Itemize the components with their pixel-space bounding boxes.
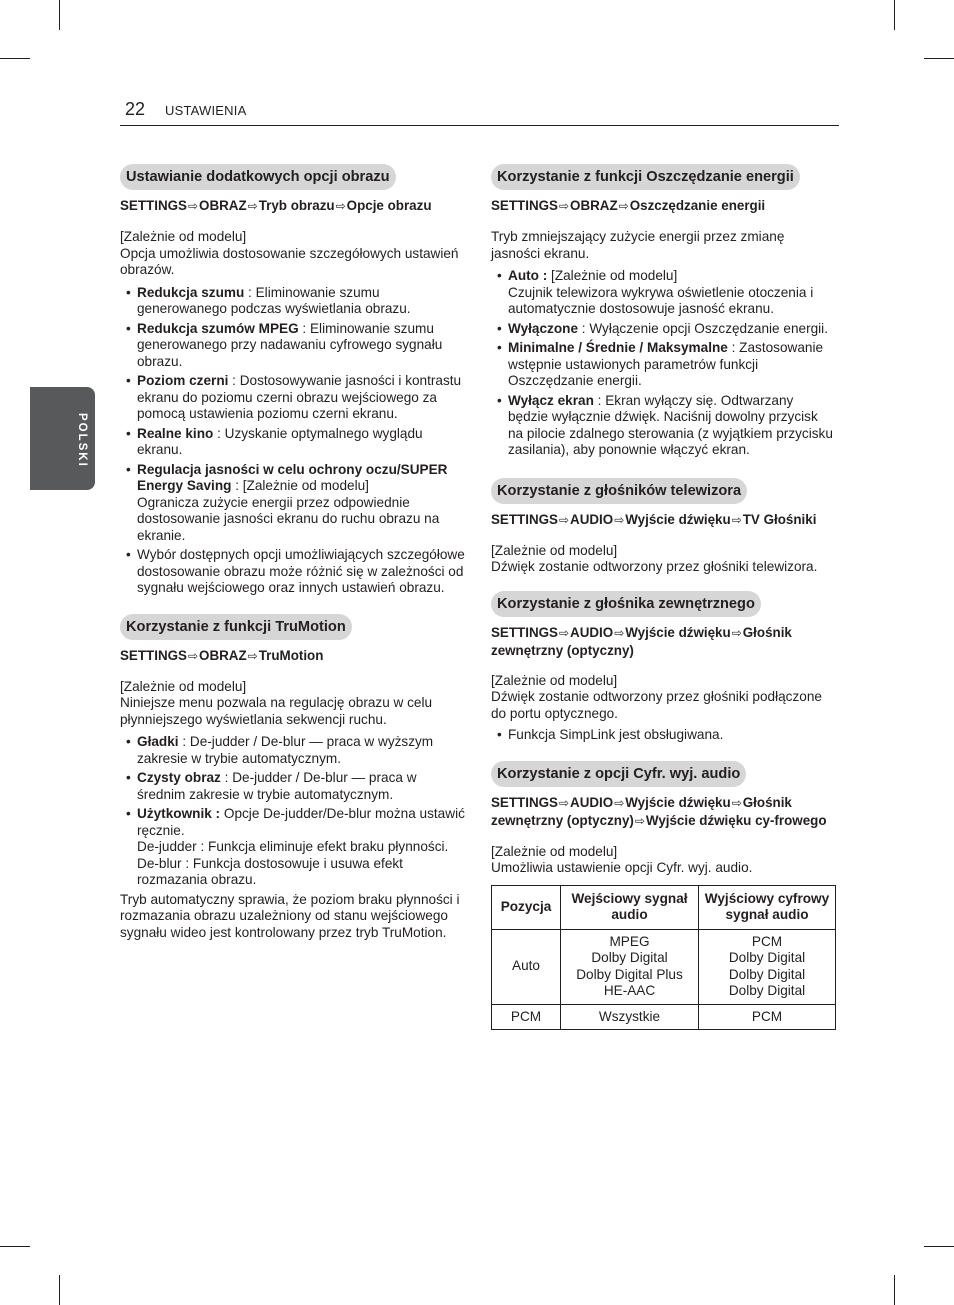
path-step: Głośnik zewnętrzny (optyczny): [491, 624, 792, 658]
intro-line: [Zależnie od modelu]: [491, 672, 618, 688]
arrow-icon: ⇨: [187, 648, 199, 663]
header-rule: [120, 125, 839, 126]
list-item: • Wyłącz ekran : Ekran wyłączy się. Odtwarzany będzie wyłącznie dźwięk. Naciśnij dowolny przycisk na pilocie zdalnego sterowania (z wyjątkiem przycisku zasilania), aby ponownie włączyć ekran.: [491, 393, 836, 459]
intro-line: [Zależnie od modelu]: [491, 542, 618, 558]
path-step: SETTINGS: [491, 198, 558, 213]
path-step: Wyjście dźwięku: [625, 511, 731, 527]
table-row: [492, 929, 836, 1004]
table-header: Pozycja: [492, 885, 561, 929]
path-step: TruMotion: [258, 647, 324, 663]
arrow-icon: ⇨: [614, 512, 625, 527]
path-step: OBRAZ: [199, 647, 247, 663]
option-list: [491, 727, 836, 744]
path-step: Wyjście dźwięku: [625, 624, 731, 640]
arrow-icon: ⇨: [558, 625, 570, 640]
path-step: Wyjście dźwięku cy-frowego: [645, 812, 827, 828]
path-step: SETTINGS: [120, 647, 187, 663]
intro-line: Niniejsze menu pozwala na regulację obrazu w celu płynniejszego wyświetlania sekwencji ruchu.: [120, 695, 433, 727]
path-step: Głośnik zewnętrzny (optyczny): [491, 794, 792, 828]
path-step: TV Głośniki: [742, 511, 817, 527]
menu-path: [491, 511, 836, 529]
arrow-icon: ⇨: [335, 199, 346, 213]
crop-mark: [924, 58, 954, 59]
menu-path: [120, 197, 465, 215]
section-title: Korzystanie z funkcji TruMotion: [120, 614, 352, 640]
table-cell: PCM Dolby Digital Dolby Digital Dolby Digital: [699, 929, 836, 1004]
intro-line: [Zależnie od modelu]: [491, 843, 618, 859]
list-item: • Regulacja jasności w celu ochrony oczu/SUPER Energy Saving : [Zależnie od modelu] Ogranicza zużycie energii przez odpowiednie dostosowanie jasności ekranu do ruchu obrazu na ekranie.: [120, 462, 465, 545]
intro-line: Opcja umożliwia dostosowanie szczegółowych ustawień obrazów.: [120, 245, 459, 277]
path-step: Opcje obrazu: [346, 198, 432, 213]
intro-line: Umożliwia ustawienie opcji Cyfr. wyj. audio.: [491, 860, 753, 875]
path-step: Tryb obrazu: [258, 198, 335, 213]
right-column: [491, 164, 836, 1030]
path-step: SETTINGS: [491, 794, 558, 810]
crop-mark: [59, 1275, 60, 1305]
list-item: • Realne kino : Uzyskanie optymalnego wyglądu ekranu.: [120, 426, 465, 459]
table-header: Wyjściowy cyfrowy sygnał audio: [699, 885, 836, 929]
arrow-icon: ⇨: [558, 795, 570, 810]
intro-line: [Zależnie od modelu]: [120, 678, 247, 694]
list-item: • Gładki : De-judder / De-blur — praca w wyższym zakresie w trybie automatycznym.: [120, 734, 465, 767]
list-item: • Wyłączone : Wyłączenie opcji Oszczędzanie energii.: [491, 321, 836, 338]
arrow-icon: ⇨: [614, 795, 625, 810]
crop-mark: [0, 1246, 30, 1247]
left-column: [120, 164, 465, 946]
arrow-icon: ⇨: [558, 199, 570, 213]
crop-mark: [0, 58, 30, 59]
table-cell: Auto: [492, 929, 561, 1004]
list-item: • Redukcja szumów MPEG : Eliminowanie szumu generowanego przy nadawaniu cyfrowego sygnału obrazu.: [120, 321, 465, 371]
list-item: • Minimalne / Średnie / Maksymalne : Zastosowanie wstępnie ustawionych parametrów funkcji Oszczędzanie energii.: [491, 340, 836, 390]
table-row: [492, 1004, 836, 1030]
list-item: • Użytkownik : Opcje De-judder/De-blur można ustawić ręcznie. De-judder : Funkcja eliminuje efekt braku płynności. De-blur : Funkcja dostosowuje i usuwa efekt rozmazania obrazu.: [120, 806, 465, 889]
arrow-icon: ⇨: [558, 512, 570, 527]
section-title: Korzystanie z funkcji Oszczędzanie energii: [491, 164, 800, 190]
menu-path: [491, 794, 836, 830]
intro-line: Dźwięk zostanie odtworzony przez głośniki podłączone do portu optycznego.: [491, 689, 822, 721]
section-title: Korzystanie z opcji Cyfr. wyj. audio: [491, 761, 746, 787]
list-item: • Redukcja szumu : Eliminowanie szumu generowanego podczas wyświetlania obrazu.: [120, 285, 465, 318]
crop-mark: [924, 1246, 954, 1247]
table-cell: Wszystkie: [561, 1004, 699, 1030]
intro-line: [Zależnie od modelu]: [120, 229, 247, 244]
menu-path: [491, 197, 836, 215]
table-header: Wejściowy sygnał audio: [561, 885, 699, 929]
option-list: [491, 268, 836, 459]
table-cell: PCM: [699, 1004, 836, 1030]
section-title: Korzystanie z głośnika zewnętrznego: [491, 591, 761, 617]
path-step: Wyjście dźwięku: [625, 794, 731, 810]
outro-paragraph: Tryb automatyczny sprawia, że poziom braku płynności i rozmazania obrazu uzależniony od stanu wejściowego sygnału wideo jest kontrolowany przez tryb TruMotion.: [120, 891, 460, 940]
arrow-icon: ⇨: [618, 199, 629, 213]
arrow-icon: ⇨: [247, 199, 258, 213]
table-cell: MPEG Dolby Digital Dolby Digital Plus HE-AAC: [561, 929, 699, 1004]
intro-line: Dźwięk zostanie odtworzony przez głośniki telewizora.: [491, 559, 818, 574]
running-header: USTAWIENIA: [165, 103, 247, 118]
option-list: [120, 734, 465, 889]
path-step: AUDIO: [570, 511, 614, 527]
arrow-icon: ⇨: [247, 648, 258, 663]
arrow-icon: ⇨: [634, 813, 645, 828]
audio-output-table: [491, 885, 836, 1031]
language-tab-label: POLSKI: [76, 413, 88, 468]
crop-mark: [894, 1275, 895, 1305]
intro-paragraph: Tryb zmniejszający zużycie energii przez zmianę jasności ekranu.: [491, 229, 785, 261]
menu-path: [491, 624, 836, 659]
list-item: • Funkcja SimpLink jest obsługiwana.: [491, 727, 836, 744]
path-step: SETTINGS: [120, 198, 187, 213]
list-item: • Poziom czerni : Dostosowywanie jasności i kontrastu ekranu do poziomu czerni obrazu wejściowego za pomocą ustawienia poziomu czerni ekranu.: [120, 373, 465, 423]
arrow-icon: ⇨: [731, 625, 742, 640]
table-cell: PCM: [492, 1004, 561, 1030]
menu-path: [120, 647, 465, 665]
crop-mark: [59, 0, 60, 30]
arrow-icon: ⇨: [614, 625, 625, 640]
language-tab: [30, 387, 95, 490]
crop-mark: [894, 0, 895, 30]
table-header-row: [492, 885, 836, 929]
list-item: • Auto : [Zależnie od modelu] Czujnik telewizora wykrywa oświetlenie otoczenia i automatycznie dostosowuje jasność ekranu.: [491, 268, 836, 318]
arrow-icon: ⇨: [731, 512, 742, 527]
path-step: SETTINGS: [491, 511, 558, 527]
path-step: OBRAZ: [199, 198, 247, 213]
list-item: • Wybór dostępnych opcji umożliwiających szczegółowe dostosowanie obrazu może różnić się w zależności od sygnału wejściowego oraz innych ustawień obrazu.: [120, 547, 465, 597]
path-step: AUDIO: [570, 794, 614, 810]
arrow-icon: ⇨: [187, 199, 199, 213]
path-step: SETTINGS: [491, 624, 558, 640]
option-list: [120, 285, 465, 597]
list-item: • Czysty obraz : De-judder / De-blur — praca w średnim zakresie w trybie automatycznym.: [120, 770, 465, 803]
path-step: OBRAZ: [570, 198, 618, 213]
page-number: 22: [125, 99, 146, 119]
path-step: Oszczędzanie energii: [629, 198, 766, 213]
section-title: Korzystanie z głośników telewizora: [491, 478, 747, 504]
arrow-icon: ⇨: [731, 795, 742, 810]
path-step: AUDIO: [570, 624, 614, 640]
section-title: Ustawianie dodatkowych opcji obrazu: [120, 164, 396, 190]
